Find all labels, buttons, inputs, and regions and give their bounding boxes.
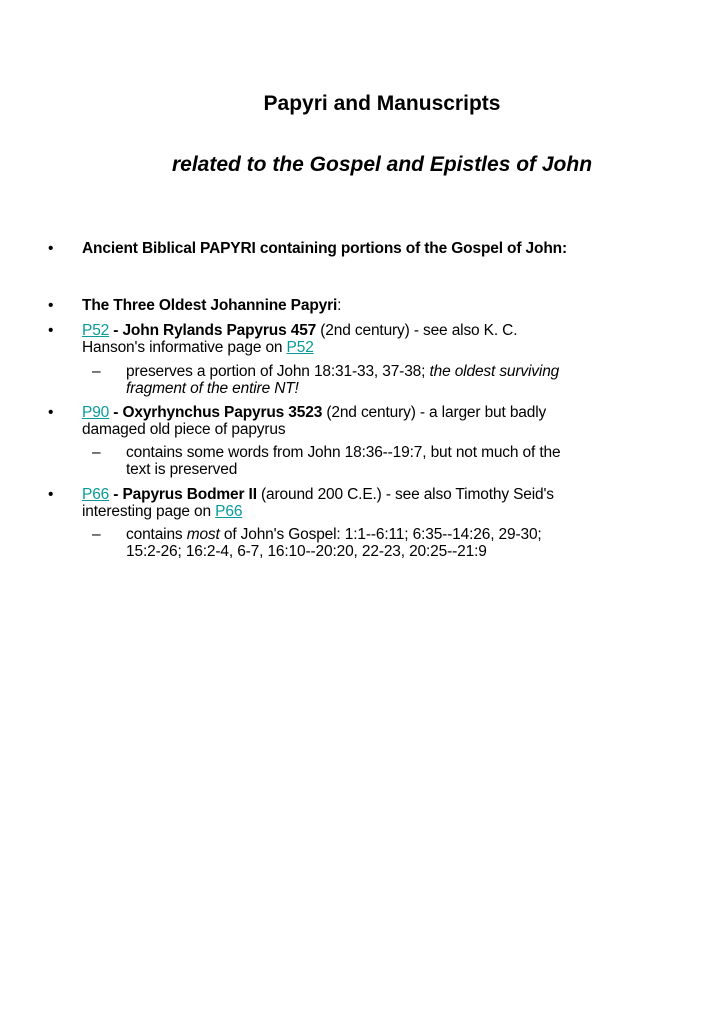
document-title: Papyri and Manuscripts xyxy=(263,92,501,115)
bullet-marker: • xyxy=(48,297,54,314)
sub-item-p90-note xyxy=(92,444,671,478)
p90-note-text-line2: text is preserved xyxy=(126,461,238,478)
bullet-marker: • xyxy=(48,322,54,339)
sub-item-p66-note xyxy=(92,526,671,560)
p66-description-line2: interesting page on xyxy=(82,503,216,520)
list-item-p90 xyxy=(48,404,672,438)
p66-note-line2: 15:2-26; 16:2-4, 6-7, 16:10--20:20, 22-23, 20:25--21:9 xyxy=(126,543,487,560)
p52-hanson-page-link[interactable]: P52 xyxy=(286,339,314,356)
p90-name: - Oxyrhynchus Papyrus 3523 xyxy=(109,404,323,421)
p66-link[interactable]: P66 xyxy=(82,486,110,503)
p52-link[interactable]: P52 xyxy=(82,322,110,339)
p52-description-line2: Hanson's informative page on xyxy=(82,339,287,356)
p66-note-post: of John's Gospel: 1:1--6:11; 6:35--14:26, 29-30; xyxy=(219,526,542,543)
bullet-marker: • xyxy=(48,404,54,421)
p52-note-italic-line2: fragment of the entire NT! xyxy=(126,380,299,397)
intro-text: Ancient Biblical PAPYRI containing portions of the Gospel of John: xyxy=(82,240,567,257)
p66-description: (around 200 C.E.) - see also Timothy Seid's xyxy=(256,486,554,503)
p66-note-italic: most xyxy=(186,526,220,543)
dash-marker: – xyxy=(92,526,101,543)
p66-name: - Papyrus Bodmer II xyxy=(109,486,257,503)
list-item-intro xyxy=(48,240,672,257)
p52-name: - John Rylands Papyrus 457 xyxy=(109,322,317,339)
p66-seid-page-link[interactable]: P66 xyxy=(215,503,243,520)
p90-link[interactable]: P90 xyxy=(82,404,110,421)
dash-marker: – xyxy=(92,444,101,461)
p66-note-pre: contains xyxy=(126,526,187,543)
p90-note-text: contains some words from John 18:36--19:7, but not much of the xyxy=(126,444,561,461)
dash-marker: – xyxy=(92,363,101,380)
sub-item-p52-note xyxy=(92,363,671,397)
p52-note-text: preserves a portion of John 18:31-33, 37-38; xyxy=(126,363,430,380)
list-item-oldest-heading xyxy=(48,297,672,314)
p52-description: (2nd century) - see also K. C. xyxy=(316,322,518,339)
list-item-p66 xyxy=(48,486,672,520)
bullet-marker: • xyxy=(48,240,54,257)
p90-description-line2: damaged old piece of papyrus xyxy=(82,421,286,438)
oldest-heading-colon: : xyxy=(337,297,342,314)
p90-description: (2nd century) - a larger but badly xyxy=(322,404,547,421)
list-item-p52 xyxy=(48,322,672,356)
p52-note-italic: the oldest surviving xyxy=(429,363,560,380)
document-subtitle: related to the Gospel and Epistles of John xyxy=(171,153,593,176)
oldest-heading-text: The Three Oldest Johannine Papyri xyxy=(82,297,338,314)
bullet-marker: • xyxy=(48,486,54,503)
